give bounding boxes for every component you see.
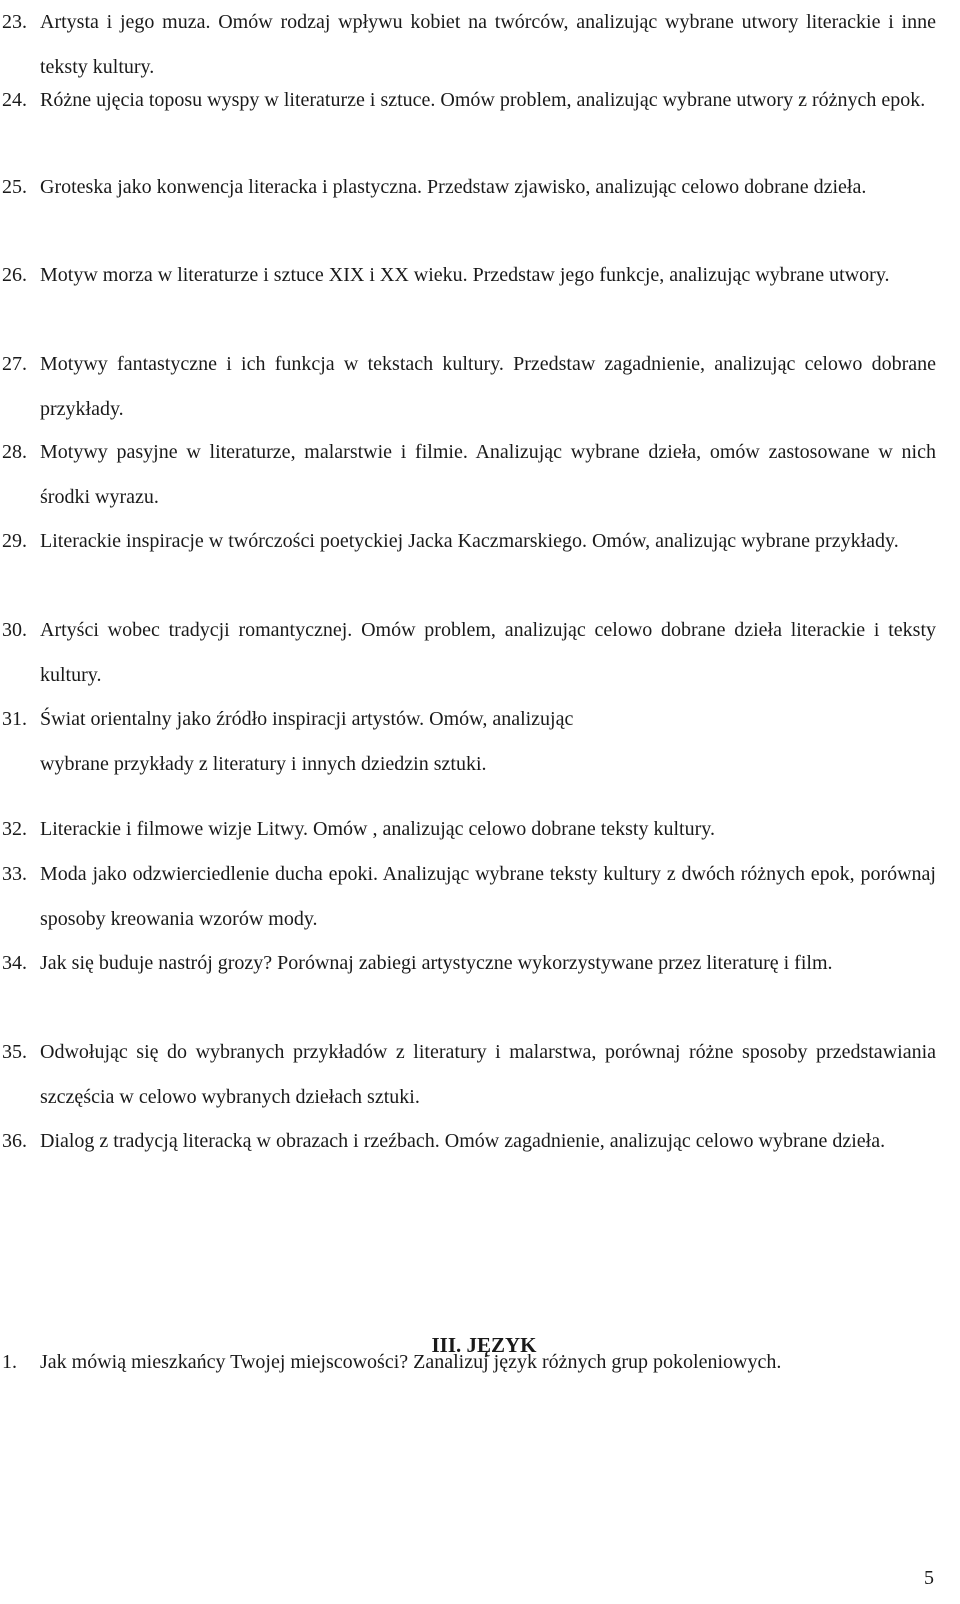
item-number: 30. [2, 619, 27, 641]
item-number: 36. [2, 1130, 27, 1152]
item-number: 28. [2, 441, 27, 463]
item-text: Odwołując się do wybranych przykładów z literatury i malarstwa, porównaj różne sposoby przedstawiania szczęścia w celowo wybranych dziełach sztuki. [40, 1041, 936, 1108]
item-text-line-2: wybrane przykłady z literatury i innych dziedzin sztuki. [40, 753, 487, 775]
item-text: Motyw morza w literaturze i sztuce XIX i XX wieku. Przedstaw jego funkcje, analizując wybrane utwory. [40, 264, 890, 286]
item-text: Literackie i filmowe wizje Litwy. Omów , analizując celowo dobrane teksty kultury. [40, 818, 715, 840]
item-number: 27. [2, 353, 27, 375]
item-text [40, 697, 936, 787]
item-text: Artysta i jego muza. Omów rodzaj wpływu kobiet na twórców, analizując wybrane utwory literackie i inne teksty kultury. [40, 11, 936, 78]
item-number: 25. [2, 176, 27, 198]
item-text: Motywy fantastyczne i ich funkcja w tekstach kultury. Przedstaw zagadnienie, analizując celowo dobrane przykłady. [40, 353, 936, 420]
item-number: 1. [2, 1351, 17, 1373]
section-title: III. JĘZYK [431, 1333, 537, 1357]
item-number: 29. [2, 530, 27, 552]
item-number: 35. [2, 1041, 27, 1063]
item-text: Jak mówią mieszkańcy Twojej miejscowości? Zanalizuj język różnych grup pokoleniowych. [40, 1351, 782, 1373]
item-number: 32. [2, 818, 27, 840]
item-text-line-1: Świat orientalny jako źródło inspiracji artystów. Omów, analizując [40, 708, 574, 730]
item-number: 34. [2, 952, 27, 974]
item-text: Groteska jako konwencja literacka i plastyczna. Przedstaw zjawisko, analizując celowo dobrane dzieła. [40, 176, 867, 198]
item-text: Jak się buduje nastrój grozy? Porównaj zabiegi artystyczne wykorzystywane przez literaturę i film. [40, 952, 833, 974]
item-text: Motywy pasyjne w literaturze, malarstwie i filmie. Analizując wybrane dzieła, omów zastosowane w nich środki wyrazu. [40, 441, 936, 508]
item-text: Moda jako odzwierciedlenie ducha epoki. Analizując wybrane teksty kultury z dwóch różnych epok, porównaj sposoby kreowania wzorów mody. [40, 863, 936, 930]
item-text: Różne ujęcia toposu wyspy w literaturze i sztuce. Omów problem, analizując wybrane utwory z różnych epok. [40, 89, 926, 111]
item-number: 23. [2, 11, 27, 33]
item-text: Literackie inspiracje w twórczości poetyckiej Jacka Kaczmarskiego. Omów, analizując wybrane przykłady. [40, 530, 899, 552]
item-text: Artyści wobec tradycji romantycznej. Omów problem, analizując celowo dobrane dzieła literackie i teksty kultury. [40, 619, 936, 686]
item-number: 33. [2, 863, 27, 885]
item-number: 31. [2, 708, 27, 730]
item-text: Dialog z tradycją literacką w obrazach i rzeźbach. Omów zagadnienie, analizując celowo wybrane dzieła. [40, 1130, 886, 1152]
page-number: 5 [924, 1567, 934, 1589]
item-number: 24. [2, 89, 27, 111]
item-number: 26. [2, 264, 27, 286]
